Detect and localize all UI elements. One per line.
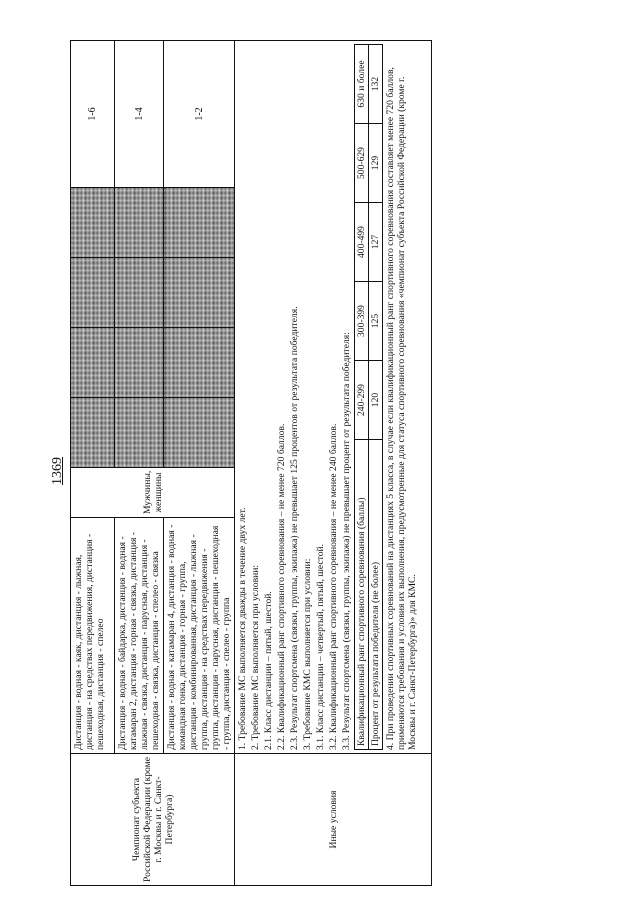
illegible-cell <box>71 188 115 258</box>
condition-line: 2.2. Квалификационный ранг спортивного соревнования – не менее 720 баллов. <box>276 423 287 750</box>
conditions-body <box>235 41 432 754</box>
rotated-table-page <box>70 41 432 886</box>
illegible-cell <box>115 398 164 468</box>
illegible-cell <box>115 258 164 328</box>
percent-value: 129 <box>369 124 383 203</box>
places-group-2: 1-4 <box>115 41 164 188</box>
illegible-cell <box>115 188 164 258</box>
gender-cell: Мужчины, женщины <box>71 468 235 518</box>
discipline-group-1: Дистанция - водная - каяк, дистанция - лыжная, дистанция - на средствах передвижения, дистанция - пешеходная, дистанция - спелео <box>71 518 115 754</box>
percent-value: 125 <box>369 282 383 361</box>
condition-line: 2.3. Результат спортсмена (связки, группы, экипажа) не превышает 125 процентов от результата победителя. <box>289 306 300 750</box>
illegible-cell <box>71 328 115 398</box>
championship-title-cell <box>71 754 235 886</box>
rank-value: 400-499 <box>355 203 369 282</box>
illegible-cell <box>164 188 235 258</box>
percent-value: 120 <box>369 361 383 440</box>
illegible-cell <box>164 398 235 468</box>
percent-row-label: Процент от результата победителя (не более) <box>369 440 383 750</box>
illegible-cell <box>115 328 164 398</box>
condition-line: 3.1. Класс дистанции – четвертый, пятый, шестой. <box>315 543 326 750</box>
discipline-group-2: Дистанция - водная - байдарка, дистанция - водная - катамаран 2, дистанция - горная - связка, дистанция - лыжная - связка, дистанция - парусная, дистанция - пешеходная - связка, дистанция - спелео - связка <box>115 518 164 754</box>
places-group-1: 1-6 <box>71 41 115 188</box>
condition-note: 4. При проведении спортивных соревнований на дистанциях 5 класса, в случае если квалификационный ранг спортивного соревнования составляет менее 720 баллов, применяются требования и условия их выполнения, предусмотренные для статуса спортивного соревнования «чемпионат субъекта Российской Федерации (кроме г. Москвы и г. Санкт-Петербурга)» для КМС. <box>385 67 418 750</box>
norms-table <box>70 40 432 886</box>
rank-row-label: Квалификационный ранг спортивного соревнования (баллы) <box>355 440 369 750</box>
rank-value: 500-629 <box>355 124 369 203</box>
rank-value: 300-399 <box>355 282 369 361</box>
places-group-3: 1-2 <box>164 41 235 188</box>
discipline-group-3: Дистанция - водная - катамаран 4, дистанция - водная - командная гонка, дистанция - горная - группа, дистанция - комбинированная, дистанция - лыжная - группа, дистанция - на средствах передвижения - группа, дистанция - парусная, дистанция - пешеходная - группа, дистанция - спелео - группа <box>164 518 235 754</box>
rank-percent-table <box>354 44 383 750</box>
championship-title: Чемпионат субъекта Российской Федерации (кроме г. Москвы и г. Санкт-Петербурга) <box>130 757 175 882</box>
rank-value: 630 и более <box>355 45 369 124</box>
rank-value: 240-299 <box>355 361 369 440</box>
percent-value: 127 <box>369 203 383 282</box>
percent-value: 132 <box>369 45 383 124</box>
condition-line: 2. Требование МС выполняется при условии: <box>250 564 261 750</box>
condition-line: 3.2. Квалификационный ранг спортивного соревнования – не менее 240 баллов. <box>328 423 339 750</box>
page-number: 1369 <box>50 457 65 485</box>
condition-line: 3.3. Результат спортсмена (связки, группы, экипажа) не превышает процент от результата победителя: <box>341 332 352 750</box>
illegible-cell <box>164 328 235 398</box>
illegible-cell <box>164 258 235 328</box>
condition-line: 2.1. Класс дистанции – пятый, шестой. <box>263 591 274 750</box>
illegible-cell <box>71 258 115 328</box>
illegible-cell <box>71 398 115 468</box>
condition-line: 3. Требование КМС выполняется при условии: <box>302 558 313 750</box>
condition-line: 1. Требование МС выполняется дважды в течение двух лет. <box>237 507 248 750</box>
conditions-title: Иные условия <box>235 754 432 886</box>
